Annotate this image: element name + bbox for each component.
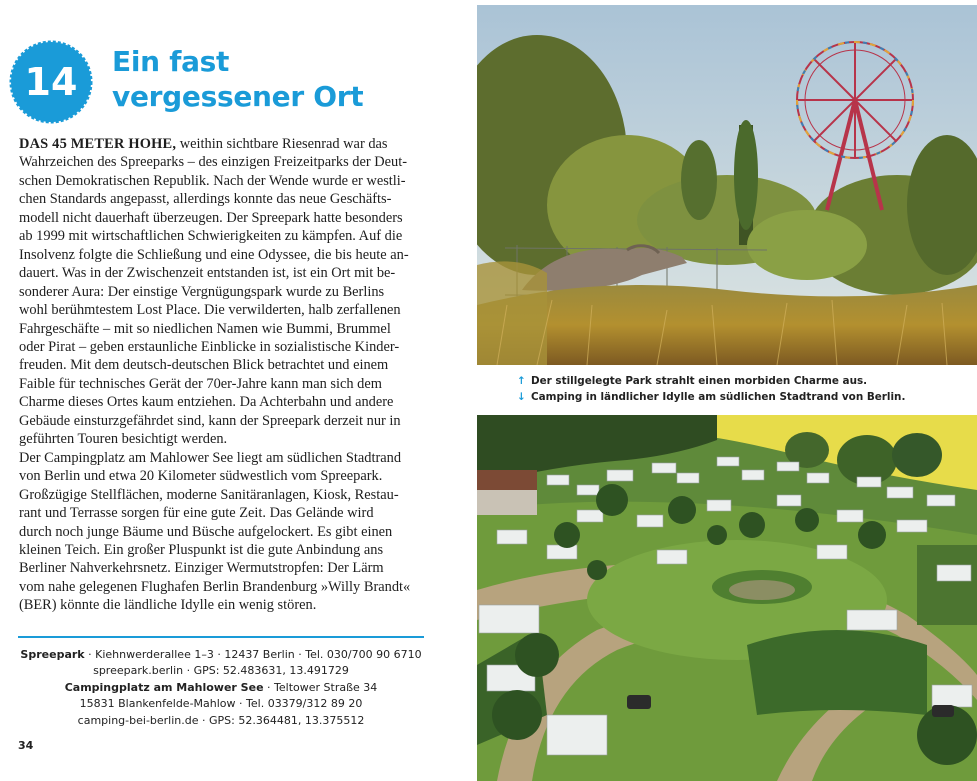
body-line	[19, 412, 424, 430]
body-line	[19, 356, 424, 374]
page-number: 34	[18, 739, 34, 752]
body-line	[19, 320, 424, 338]
body-line	[19, 227, 424, 245]
body-line-text: freuden. Mit dem deutsch-deutschen Blick betrachtet und einem	[19, 357, 389, 374]
body-line-text: Insolvenz folgte die Schließung und eine Odyssee, die bis heute an-	[19, 246, 409, 263]
body-line-text: Großzügige Stellflächen, moderne Sanitäranlagen, Kiosk, Restau-	[19, 486, 399, 503]
body-line-text: Der Campingplatz am Mahlower See liegt am südlichen Stadtrand	[19, 449, 402, 466]
body-line	[19, 153, 424, 171]
photo-captions	[517, 373, 906, 405]
body-line-text: weithin sichtbare Riesenrad war das	[176, 136, 388, 152]
body-line-text: sonderer Aura: Der einstige Vergnügungspark wurde zu Berlins	[19, 283, 385, 300]
spreepark-photo	[477, 5, 977, 365]
info-camp-name: Campingplatz am Mahlower See	[64, 680, 264, 694]
body-line-text: Wahrzeichen des Spreeparks – des einzigen Freizeitparks der Deut-	[19, 154, 408, 171]
body-line	[19, 338, 424, 356]
info-park-address: · Kiehnwerderallee 1–3 · 12437 Berlin · Tel. 030/700 90 6710	[84, 648, 422, 661]
body-line	[19, 559, 424, 577]
arrow-up-icon: ↑	[517, 375, 526, 387]
chapter-number: 14	[24, 60, 78, 104]
body-line-text: Berliner Nahverkehrsnetz. Einziger Wermutstropfen: Der Lärm	[19, 560, 384, 577]
body-line	[19, 246, 424, 264]
body-line-text: von Berlin und etwa 20 Kilometer südwestlich vom Spreepark.	[19, 468, 383, 485]
body-line-text: durch noch junge Bäume und Büsche aufgelockert. Es gibt einen	[19, 523, 393, 540]
body-line-text: Gebäude einsturzgefährdet sind, kann der Spreepark derzeit nur in	[19, 412, 401, 429]
body-line	[19, 172, 424, 190]
body-line-text: modell nicht dauerhaft überzeugen. Der Spreepark hatte besonders	[19, 209, 403, 226]
photo-caption-text: Der stillgelegte Park strahlt einen morbiden Charme aus.	[531, 375, 868, 387]
body-line-text: wohl berühmtestem Lost Place. Die verwilderten, halb zerfallenen	[19, 302, 401, 319]
chapter-title-line-1: Ein fast	[112, 45, 230, 78]
body-line-text: ab 1999 mit wirtschaftlichen Schwierigkeiten zu kämpfen. Auf die	[19, 228, 403, 245]
chapter-badge	[9, 40, 93, 124]
body-line	[19, 596, 424, 614]
info-park-line	[18, 647, 424, 663]
body-line	[19, 578, 424, 596]
chapter-title	[112, 44, 363, 114]
body-line	[19, 375, 424, 393]
body-line	[19, 264, 424, 282]
body-line	[19, 283, 424, 301]
info-camp-street: · Teltower Straße 34	[263, 680, 378, 694]
body-line	[19, 135, 424, 153]
body-line	[19, 467, 424, 485]
arrow-down-icon: ↓	[517, 391, 526, 403]
info-camp-web: camping-bei-berlin.de · GPS: 52.364481, 13.375512	[77, 713, 365, 727]
chapter-title-line-2: vergessener Ort	[112, 80, 364, 113]
body-line-text: Charme dieses Ortes kaum entziehen. Da Achterbahn und andere	[19, 394, 394, 411]
body-line	[19, 504, 424, 522]
info-camp-address: 15831 Blankenfelde-Mahlow · Tel. 03379/312 89 20	[79, 697, 363, 711]
body-line-text: dauert. Was in der Zwischenzeit entstanden ist, ist ein Ort mit be-	[19, 265, 396, 282]
body-line	[19, 449, 424, 467]
body-line	[19, 523, 424, 541]
info-box	[18, 647, 424, 729]
photo-caption	[517, 373, 905, 389]
photo-caption	[517, 389, 906, 405]
article-body	[19, 135, 424, 615]
body-line	[19, 541, 424, 559]
body-line-text: schen Demokratischen Republik. Nach der Wende wurde er westli-	[19, 172, 406, 189]
body-line	[19, 301, 424, 319]
body-line	[19, 430, 424, 448]
body-line	[19, 209, 424, 227]
body-line	[19, 190, 424, 208]
body-line-text: Faible für technisches Gerät der 70er-Jahre kann man sich dem	[19, 375, 382, 392]
info-park-web: spreepark.berlin · GPS: 52.483631, 13.491729	[93, 664, 349, 678]
info-divider	[18, 636, 424, 638]
body-line-text: geführten Touren besichtigt werden.	[19, 431, 228, 448]
body-line-text: kleinen Teich. Ein großer Pluspunkt ist die gute Anbindung ans	[19, 541, 384, 558]
photo-caption-text: Camping in ländlicher Idylle am südlichen Stadtrand von Berlin.	[531, 391, 906, 403]
body-lead-in: DAS 45 METER HOHE,	[19, 136, 177, 152]
body-line	[19, 393, 424, 411]
body-line-text: rant und Terrasse sorgen für eine gute Zeit. Das Gelände wird	[19, 505, 374, 522]
info-camp-line	[18, 680, 424, 696]
campground-photo	[477, 415, 977, 781]
body-line-text: oder Pirat – geben erstaunliche Einblicke in sozialistische Kinder-	[19, 338, 400, 355]
body-line-text: Fahrgeschäfte – mit so niedlichen Namen wie Bummi, Brummel	[19, 320, 391, 337]
info-park-name: Spreepark	[20, 648, 85, 661]
body-line-text: chen Standards angepasst, allerdings konnte das neue Geschäfts-	[19, 191, 392, 208]
body-line-text: (BER) könnte die ländliche Idylle ein wenig stören.	[19, 597, 317, 614]
body-line	[19, 486, 424, 504]
body-line-text: vom nahe gelegenen Flughafen Berlin Brandenburg »Willy Brandt«	[19, 578, 411, 595]
